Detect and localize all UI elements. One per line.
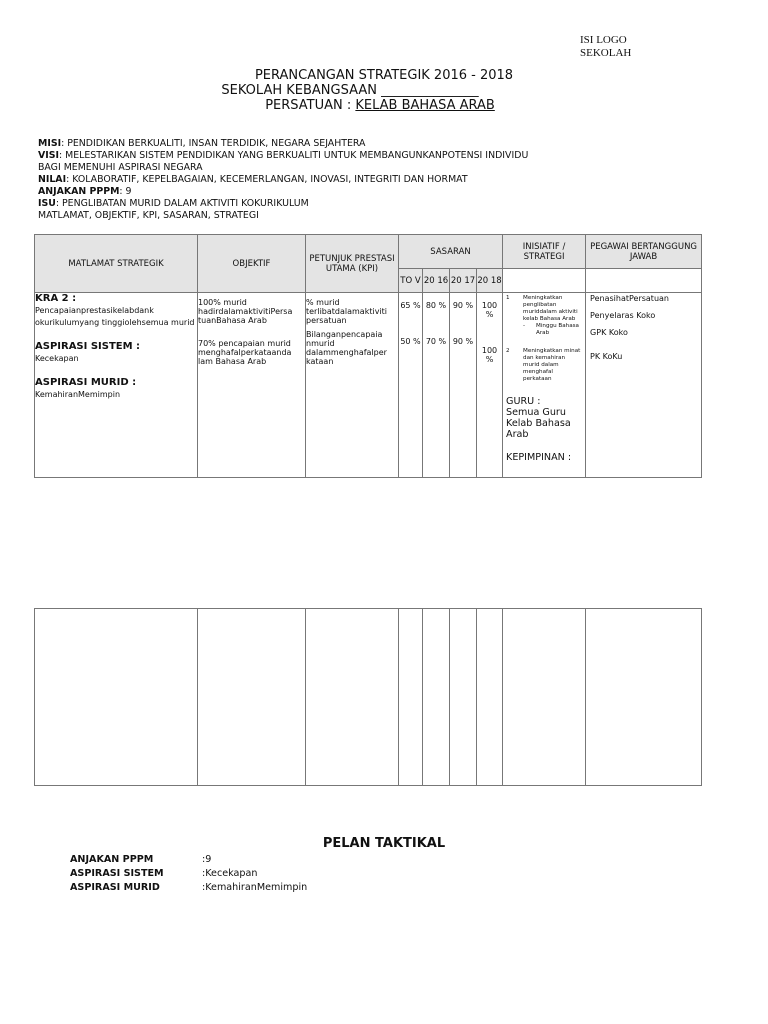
aspirasi-sistem-label: ASPIRASI SISTEM : xyxy=(35,341,141,352)
inisiatif-item-2: 2 Meningkatkan minat dan kemahiran murid dalam menghafal perkataan xyxy=(506,348,581,382)
kra-title: KRA 2 : xyxy=(35,293,77,304)
guru-label: GURU : xyxy=(506,396,541,407)
inisiatif-item-1-sub: - Minggu Bahasa Arab xyxy=(523,323,579,336)
logo-line-1: ISI LOGO xyxy=(580,34,627,46)
header-pegawai: PEGAWAI BERTANGGUNG JAWAB xyxy=(586,235,702,269)
year-tov: TO V xyxy=(399,269,423,293)
club-value: KELAB BAHASA ARAB xyxy=(355,98,495,113)
target-tov-1: 65 % xyxy=(400,301,421,310)
year-2016: 20 16 xyxy=(423,269,450,293)
target-tov xyxy=(399,293,423,478)
kpi-1: % murid terlibatdalamaktiviti persatuan xyxy=(306,298,388,325)
kra-text: Pencapaianprestasikelabdank okurikulumyang tinggiolehsemua murid xyxy=(35,306,195,327)
pelan-row-murid: ASPIRASI MURID :KemahiranMemimpin xyxy=(70,882,308,893)
school-name: SEKOLAH KEBANGSAAN _______________ xyxy=(221,83,479,98)
header-matlamat: MATLAMAT STRATEGIK xyxy=(35,235,198,293)
year-2018: 20 18 xyxy=(477,269,503,293)
empty-cell xyxy=(503,609,586,786)
info-nilai: NILAI: KOLABORATIF, KEPELBAGAIAN, KECEMERLANGAN, INOVASI, INTEGRITI DAN HORMAT xyxy=(38,174,468,185)
objektif-1: 100% murid hadirdalamaktivitiPersa tuanBahasa Arab xyxy=(198,298,293,325)
pelan-row-anjakan: ANJAKAN PPPM :9 xyxy=(70,854,212,865)
year-2017: 20 17 xyxy=(450,269,477,293)
pegawai-1: PenasihatPersatuan xyxy=(590,294,669,303)
objektif-2: 70% pencapaian murid menghafalperkataanda lam Bahasa Arab xyxy=(198,339,292,366)
pegawai-3: GPK Koko xyxy=(590,328,628,337)
kpi-cell xyxy=(306,293,399,478)
kepimpinan-label: KEPIMPINAN : xyxy=(506,452,572,463)
empty-cell xyxy=(198,609,306,786)
target-2018 xyxy=(477,293,503,478)
info-anjakan: ANJAKAN PPPM: 9 xyxy=(38,186,132,197)
info-isu: ISU: PENGLIBATAN MURID DALAM AKTIVITI KOKURIKULUM xyxy=(38,198,309,209)
aspirasi-sistem-value: Kecekapan xyxy=(35,354,79,363)
logo-line-2: SEKOLAH xyxy=(580,47,632,59)
empty-cell xyxy=(35,609,198,786)
header-inisiatif: INISIATIF / STRATEGI xyxy=(503,235,586,269)
header-sasaran: SASARAN xyxy=(399,235,503,269)
pegawai-cell xyxy=(586,293,702,478)
pelan-block xyxy=(70,853,307,895)
target-2018-1: 100 % xyxy=(481,301,498,319)
target-2017 xyxy=(450,293,477,478)
target-2017-1: 90 % xyxy=(452,301,474,310)
empty-cell xyxy=(450,609,477,786)
target-2016-1: 80 % xyxy=(425,301,447,310)
club-prefix: PERSATUAN : xyxy=(265,98,356,113)
target-2016-2: 70 % xyxy=(425,337,447,346)
info-misi: MISI: PENDIDIKAN BERKUALITI, INSAN TERDIDIK, NEGARA SEJAHTERA xyxy=(38,138,366,149)
target-2016 xyxy=(423,293,450,478)
kpi-2: Bilanganpencapaia nmurid dalammenghafalper kataan xyxy=(306,330,387,366)
inisiatif-item-1: 1 Meningkatkan penglibatan muriddalam aktiviti kelab Bahasa Arab xyxy=(506,295,578,322)
info-visi-cont: BAGI MEMENUHI ASPIRASI NEGARA xyxy=(38,162,203,173)
pegawai-4: PK KoKu xyxy=(590,352,623,361)
logo-placeholder xyxy=(580,34,631,60)
inisiatif-cell xyxy=(503,293,586,478)
header-kpi: PETUNJUK PRESTASI UTAMA (KPI) xyxy=(306,235,399,293)
target-2018-2: 100 % xyxy=(481,346,498,364)
info-block xyxy=(38,138,528,222)
page-title: PERANCANGAN STRATEGIK 2016 - 2018 xyxy=(254,68,514,83)
empty-cell xyxy=(423,609,450,786)
header-pegawai-blank xyxy=(586,269,702,293)
objektif-cell xyxy=(198,293,306,478)
pegawai-2: Penyelaras Koko xyxy=(590,311,656,320)
info-visi: VISI: MELESTARIKAN SISTEM PENDIDIKAN YANG BERKUALITI UNTUK MEMBANGUNKANPOTENSI INDIVIDU xyxy=(38,150,529,161)
aspirasi-murid-value: KemahiranMemimpin xyxy=(35,390,121,399)
empty-cell xyxy=(586,609,702,786)
empty-cell xyxy=(306,609,399,786)
club-name xyxy=(0,98,764,113)
guru-value: Semua Guru Kelab Bahasa Arab xyxy=(506,407,571,440)
matlamat-cell xyxy=(35,293,198,478)
strategy-table xyxy=(34,234,702,478)
pelan-title: PELAN TAKTIKAL xyxy=(322,836,446,851)
target-2017-2: 90 % xyxy=(452,337,474,346)
header-objektif: OBJEKTIF xyxy=(198,235,306,293)
empty-cell xyxy=(477,609,503,786)
pelan-row-sistem: ASPIRASI SISTEM :Kecekapan xyxy=(70,868,258,879)
empty-table xyxy=(34,608,702,786)
target-tov-2: 50 % xyxy=(400,337,421,346)
empty-cell xyxy=(399,609,423,786)
aspirasi-murid-label: ASPIRASI MURID : xyxy=(35,377,137,388)
header-inisiatif-blank xyxy=(503,269,586,293)
info-matlamat: MATLAMAT, OBJEKTIF, KPI, SASARAN, STRATEGI xyxy=(38,210,259,221)
